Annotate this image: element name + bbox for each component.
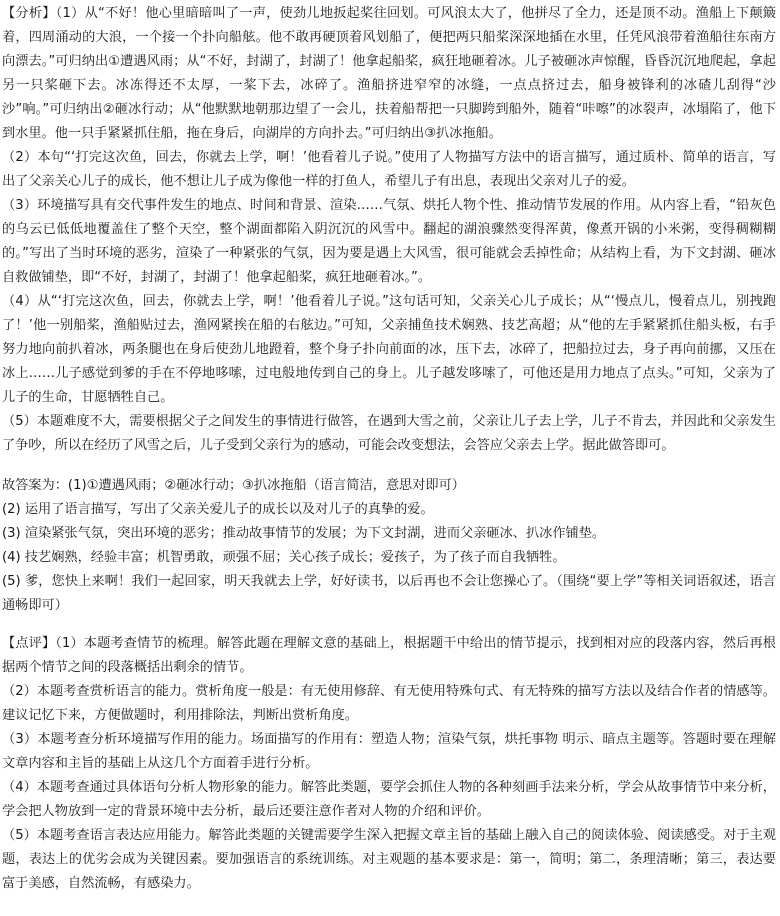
review-paragraph-1: 【点评】（1）本题考查情节的梳理。解答此题在理解文意的基础上，根据题干中给出的情节提示，找到相对应的段落内容，然后再根据两个情节之间的段落概括出剩余的情节。 [2,636,776,675]
review-paragraph-4: （4）本题考查通过具体语句分析人物形象的能力。解答此类题，要学会抓住人物的各种刻画手法来分析，学会从故事情节中来分析，学会把人物放到一定的背景环境中去分析，最后还要注意作者对人物的介绍和评价。 [2,780,776,819]
answer-line-4: (4) 技艺娴熟，经验丰富；机智勇敢，顽强不屈；关心孩子成长；爱孩子，为了孩子而自我牺牲。 [2,550,566,565]
analysis-paragraph-2: （2）本句“‘打完这次鱼，回去，你就去上学，啊！’他看着儿子说。”使用了人物描写方法中的语言描写，通过质朴、简单的语言，写出了父亲关心儿子的成长，他不想让儿子成为像他一样的打鱼人，希望儿子有出息，表现出父亲对儿子的爱。 [2,150,776,189]
analysis-paragraph-5: （5）本题难度不大，需要根据父子之间发生的事情进行做答，在遇到大雪之前，父亲让儿子去上学，儿子不肯去，并因此和父亲发生了争吵，所以在经历了风雪之后，儿子受到父亲行为的感动，可能会改变想法，会答应父亲去上学。据此做答即可。 [2,414,776,453]
analysis-section [2,2,776,458]
answer-line-5: (5) 爹，您快上来啊！我们一起回家，明天我就去上学，好好读书，以后再也不会让您操心了。（围绕“要上学”等相关词语叙述，语言通畅即可） [2,574,776,613]
answer-line-1: 故答案为：(1)①遭遇风雨；②砸冰行动；③扒冰拖船（语言简洁，意思对即可） [2,478,465,493]
answer-line-2: (2) 运用了语言描写，写出了父亲关爱儿子的成长以及对儿子的真挚的爱。 [2,502,434,517]
analysis-paragraph-1: 【分析】（1）从“不好！他心里暗暗叫了一声，使劲儿地扳起桨往回划。可风浪太大了，他拼尽了全力，还是顶不动。渔船上下颠簸着，四周涌动的大浪，一个接一个扑向船舷。他不敢再硬顶着风划船了，便把两只船桨深深地插在水里，任凭风浪带着渔船往东南方向漂去。”可归纳出①遭遇风雨；从“不好，封湖了，封湖了！他拿起船桨，疯狂地砸着冰。儿子被砸冰声惊醒，昏昏沉沉地爬起，拿起另一只桨砸下去。冰冻得还不太厚，一桨下去，冰碎了。渔船挤进窄窄的冰缝，一点点挤过去，船身被锋利的冰碴儿刮得“沙沙”响。”可归纳出②砸冰行动；从“他默默地朝那边望了一会儿，扶着船帮把一只脚跨到船外，随着“咔嚓”的冰裂声，冰塌陷了，他下到水里。他一只手紧紧抓住船，拖在身后，向湖岸的方向扑去。”可归纳出③扒冰拖船。 [2,6,776,141]
answers-section [2,474,776,618]
review-section [2,632,776,896]
spacer [2,618,776,632]
analysis-paragraph-4: （4）从“‘打完这次鱼，回去，你就去上学，啊！’他看着儿子说。”这句话可知，父亲关心儿子成长；从“‘慢点儿，慢着点儿，别拽跑了！’他一别船桨，渔船贴过去，渔网紧挨在船的右舷边。”可知，父亲捕鱼技术娴熟、技艺高超；从“他的左手紧紧抓住船头板，右手努力地向前扒着冰，两条腿也在身后使劲儿地蹬着，整个身子扑向前面的冰，压下去，冰碎了，把船拉过去，身子再向前挪，又压在冰上……儿子感觉到爹的手在不停地哆嗦，过电般地传到自己的身上。儿子越发哆嗦了，可他还是用力地点了点头。”可知，父亲为了儿子的生命，甘愿牺牲自己。 [2,294,776,405]
analysis-paragraph-3: （3）环境描写具有交代事件发生的地点、时间和背景、渲染……气氛、烘托人物个性、推动情节发展的作用。从内容上看，“铅灰色的乌云已低低地覆盖住了整个天空，整个湖面都陷入阴沉沉的风雪中。翻起的湖浪骤然变得浑黄，像煮开锅的小米粥，变得稠糊糊的。”写出了当时环境的恶劣，渲染了一种紧张的气氛，因为要是遇上大风雪，很可能就会丢掉性命；从结构上看，为下文封湖、砸冰自救做铺垫，即“不好，封湖了，封湖了！他拿起船桨，疯狂地砸着冰。”。 [2,198,776,285]
review-paragraph-3: （3）本题考查分析环境描写作用的能力。场面描写的作用有：塑造人物；渲染气氛，烘托事物 明示、暗点主题等。答题时要在理解文章内容和主旨的基础上从这几个方面着手进行分析。 [2,732,776,771]
review-paragraph-2: （2）本题考查赏析语言的能力。赏析角度一般是：有无使用修辞、有无使用特殊句式、有无特殊的描写方法以及结合作者的情感等。建议记忆下来，方便做题时，利用排除法，判断出赏析角度。 [2,684,776,723]
review-paragraph-5: （5）本题考查语言表达应用能力。解答此类题的关键需要学生深入把握文章主旨的基础上融入自己的阅读体验、阅读感受。对于主观题，表达上的优劣会成为关键因素。要加强语言的系统训练。对主观题的基本要求是：第一，简明；第二，条理清晰；第三，表达要富于美感，自然流畅，有感染力。 [2,828,776,891]
spacer [2,458,776,474]
answer-line-3: (3) 渲染紧张气氛，突出环境的恶劣；推动故事情节的发展；为下文封湖，进而父亲砸冰、扒冰作铺垫。 [2,526,606,541]
